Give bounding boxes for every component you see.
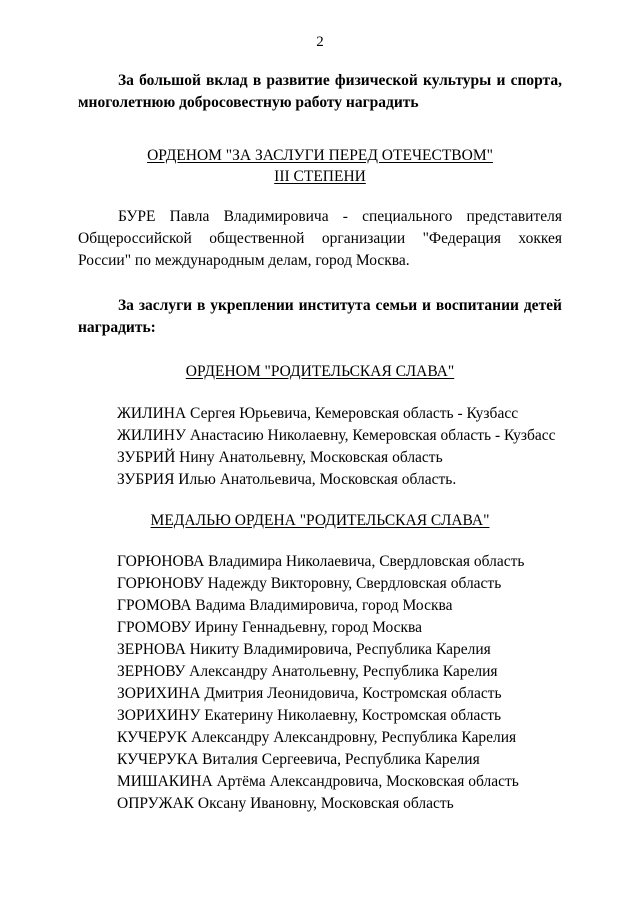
list-item: ОПРУЖАК Оксану Ивановну, Московская область — [117, 795, 454, 812]
section1-intro: За большой вклад в развитие физической культуры и спорта, многолетнюю добросовестную работу наградить — [78, 72, 562, 111]
award-title-line2: III СТЕПЕНИ — [274, 168, 366, 185]
award2-recipient-list — [117, 551, 524, 815]
list-item: ГРОМОВА Вадима Владимировича, город Москва — [117, 597, 453, 614]
list-item: ЗУБРИЯ Илью Анатольевича, Московская область. — [117, 471, 457, 488]
list-item: ЗЕРНОВА Никиту Владимировича, Республика Карелия — [117, 641, 491, 658]
award1-title: ОРДЕНОМ "РОДИТЕЛЬСКАЯ СЛАВА" — [185, 363, 455, 380]
list-item: ГРОМОВУ Ирину Геннадьевну, город Москва — [117, 619, 423, 636]
list-item: ЗОРИХИНУ Екатерину Николаевну, Костромская область — [117, 707, 502, 724]
page-number: 2 — [316, 34, 324, 50]
list-item: КУЧЕРУКА Виталия Сергеевича, Республика Карелия — [117, 751, 480, 768]
list-item: ГОРЮНОВА Владимира Николаевича, Свердловская область — [117, 553, 525, 570]
section2-intro: За заслуги в укреплении института семьи и воспитании детей наградить: — [78, 297, 562, 336]
list-item: ЗОРИХИНА Дмитрия Леонидовича, Костромская область — [117, 685, 502, 702]
award-order-parental-glory — [0, 361, 640, 382]
list-item: ЗЕРНОВУ Александру Анатольевну, Республика Карелия — [117, 663, 498, 680]
list-item: ЗУБРИЙ Нину Анатольевну, Московская область — [117, 449, 443, 466]
list-item: КУЧЕРУК Александру Александровну, Республика Карелия — [117, 729, 517, 746]
award-medal-parental-glory — [0, 510, 640, 531]
list-item: ГОРЮНОВУ Надежду Викторовну, Свердловская область — [117, 575, 502, 592]
award2-title: МЕДАЛЬЮ ОРДЕНА "РОДИТЕЛЬСКАЯ СЛАВА" — [150, 512, 490, 529]
section1-recipient: БУРЕ Павла Владимировича - специального представителя Общероссийской общественной организации "Федерация хоккея России" по международным делам, город Москва. — [78, 208, 562, 269]
award1-recipient-list — [117, 403, 556, 491]
award-title-line1: ОРДЕНОМ "ЗА ЗАСЛУГИ ПЕРЕД ОТЕЧЕСТВОМ" — [147, 147, 493, 164]
list-item: МИШАКИНА Артёма Александровича, Московская область — [117, 773, 519, 790]
award-order-merit-fatherland — [0, 145, 640, 187]
list-item: ЖИЛИНА Сергея Юрьевича, Кемеровская область - Кузбасс — [117, 405, 519, 422]
list-item: ЖИЛИНУ Анастасию Николаевну, Кемеровская область - Кузбасс — [117, 427, 556, 444]
